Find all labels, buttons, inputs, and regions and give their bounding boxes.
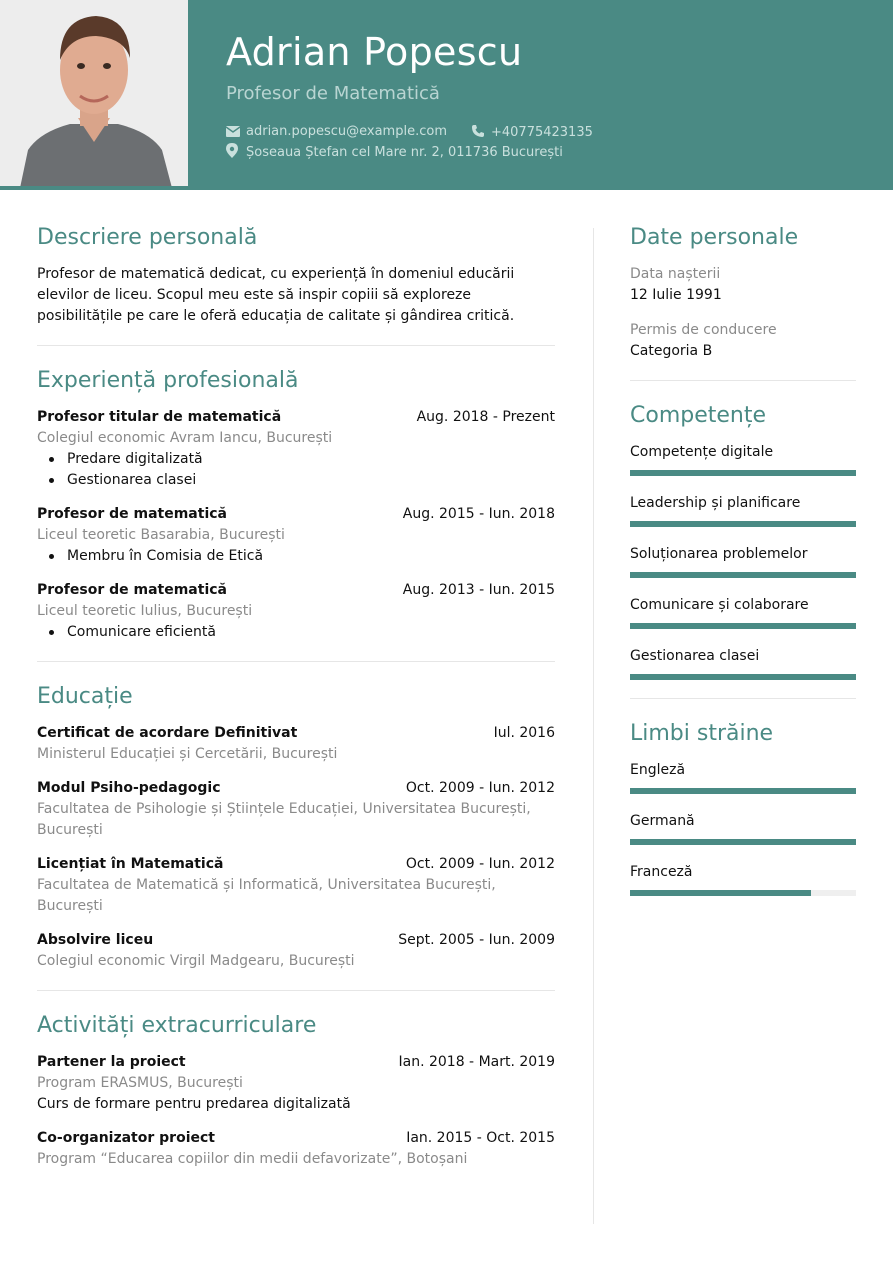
address-contact: [226, 143, 563, 162]
entry-date: Ian. 2015 - Oct. 2015: [406, 1130, 555, 1146]
activity-entry: [37, 1052, 555, 1115]
section-title-limbi: Limbi străine: [630, 721, 774, 746]
entry-date: Sept. 2005 - Iun. 2009: [398, 932, 555, 948]
experience-entry: [37, 580, 555, 643]
entry-organization: Program “Educarea copiilor din medii defavorizate”, Botoșani: [37, 1151, 468, 1167]
section-divider: [37, 661, 555, 662]
entry-organization: Program ERASMUS, București: [37, 1075, 243, 1091]
skill-level-fill: [630, 521, 856, 527]
education-list: [37, 723, 555, 972]
section-title-date-personale: Date personale: [630, 225, 799, 250]
personal-data-value: 12 Iulie 1991: [630, 287, 722, 303]
sidebar-column: [630, 225, 856, 896]
language-item: [630, 811, 856, 845]
person-name: Adrian Popescu: [226, 30, 523, 74]
language-level-bar: [630, 788, 856, 794]
entry-bullets: [37, 622, 555, 643]
entry-date: Aug. 2018 - Prezent: [416, 409, 555, 425]
skill-level-fill: [630, 623, 856, 629]
section-divider: [37, 345, 555, 346]
entry-date: Aug. 2013 - Iun. 2015: [402, 582, 555, 598]
personal-description: Profesor de matematică dedicat, cu experiență în domeniul educării elevilor de liceu. Scopul meu este să inspir copiii să exploreze posibilitățile pe care le oferă educația de calitate și gândirea critică.: [37, 266, 515, 324]
map-pin-icon: [226, 143, 240, 162]
profile-photo: [0, 0, 188, 188]
experience-entry: [37, 504, 555, 567]
entry-title: Partener la proiect: [37, 1054, 186, 1070]
entry-organization: Liceul teoretic Iulius, București: [37, 603, 253, 619]
skill-item: [630, 493, 856, 527]
skill-item: [630, 544, 856, 578]
entry-organization: Colegiul economic Virgil Madgearu, București: [37, 953, 355, 969]
section-title-experienta: Experiență profesională: [37, 368, 299, 393]
envelope-icon: [226, 126, 240, 141]
skill-level-bar: [630, 572, 856, 578]
entry-organization: Liceul teoretic Basarabia, București: [37, 527, 285, 543]
entry-title: Absolvire liceu: [37, 932, 154, 948]
entry-organization: Facultatea de Matematică și Informatică, Universitatea București, București: [37, 877, 496, 914]
bullet-item: Predare digitalizată: [67, 449, 555, 470]
personal-data-label: Data nașterii: [630, 266, 721, 282]
entry-date: Aug. 2015 - Iun. 2018: [402, 506, 555, 522]
entry-title: Certificat de acordare Definitivat: [37, 725, 298, 741]
bullet-item: Membru în Comisia de Etică: [67, 546, 555, 567]
section-title-descriere: Descriere personală: [37, 225, 258, 250]
bullet-item: Comunicare eficientă: [67, 622, 555, 643]
main-column: [37, 225, 555, 1170]
section-divider: [630, 698, 856, 699]
entry-date: Ian. 2018 - Mart. 2019: [398, 1054, 555, 1070]
entry-title: Modul Psiho-pedagogic: [37, 780, 221, 796]
language-level-bar: [630, 890, 856, 896]
skills-list: [630, 442, 856, 680]
skill-level-bar: [630, 623, 856, 629]
education-entry: [37, 930, 555, 972]
activity-entry: [37, 1128, 555, 1170]
entry-title: Profesor de matematică: [37, 506, 227, 522]
language-level-fill: [630, 788, 856, 794]
language-level-bar: [630, 839, 856, 845]
education-entry: [37, 778, 555, 841]
personal-data-label: Permis de conducere: [630, 322, 777, 338]
entry-bullets: [37, 546, 555, 567]
email-contact[interactable]: [226, 124, 447, 141]
skill-level-bar: [630, 674, 856, 680]
language-level-fill: [630, 839, 856, 845]
section-divider: [37, 990, 555, 991]
entry-date: Iul. 2016: [493, 725, 555, 741]
languages-list: [630, 760, 856, 896]
resume-header: [0, 0, 893, 190]
skill-name: Gestionarea clasei: [630, 648, 760, 664]
section-title-educatie: Educație: [37, 684, 133, 709]
entry-organization: Ministerul Educației și Cercetării, București: [37, 746, 338, 762]
phone-contact[interactable]: [471, 124, 593, 142]
skill-name: Comunicare și colaborare: [630, 597, 809, 613]
language-level-fill: [630, 890, 811, 896]
phone-icon: [471, 124, 485, 142]
entry-title: Profesor titular de matematică: [37, 409, 282, 425]
skill-name: Soluționarea problemelor: [630, 546, 808, 562]
language-item: [630, 760, 856, 794]
skill-level-bar: [630, 470, 856, 476]
job-title: Profesor de Matematică: [226, 83, 440, 104]
skill-level-fill: [630, 674, 856, 680]
entry-bullets: [37, 449, 555, 491]
section-divider: [630, 380, 856, 381]
personal-data-list: [630, 264, 856, 362]
language-name: Engleză: [630, 762, 686, 778]
entry-organization: Facultatea de Psihologie și Științele Educației, Universitatea București, București: [37, 801, 531, 838]
entry-title: Profesor de matematică: [37, 582, 227, 598]
experience-list: [37, 407, 555, 643]
education-entry: [37, 723, 555, 765]
skill-item: [630, 442, 856, 476]
skill-name: Leadership și planificare: [630, 495, 801, 511]
phone-text: +40775423135: [491, 125, 593, 140]
entry-title: Licențiat în Matematică: [37, 856, 224, 872]
skill-item: [630, 646, 856, 680]
skill-item: [630, 595, 856, 629]
skill-level-fill: [630, 470, 856, 476]
skill-level-bar: [630, 521, 856, 527]
skill-level-fill: [630, 572, 856, 578]
experience-entry: [37, 407, 555, 491]
entry-date: Oct. 2009 - Iun. 2012: [405, 856, 555, 872]
bullet-item: Gestionarea clasei: [67, 470, 555, 491]
language-name: Franceză: [630, 864, 693, 880]
column-divider: [593, 228, 594, 1224]
education-entry: [37, 854, 555, 917]
section-title-activitati: Activități extracurriculare: [37, 1013, 317, 1038]
email-text: adrian.popescu@example.com: [246, 124, 447, 139]
language-name: Germană: [630, 813, 695, 829]
language-item: [630, 862, 856, 896]
activities-list: [37, 1052, 555, 1170]
entry-date: Oct. 2009 - Iun. 2012: [405, 780, 555, 796]
personal-data-value: Categoria B: [630, 343, 713, 359]
entry-title: Co-organizator proiect: [37, 1130, 215, 1146]
address-text: Șoseaua Ștefan cel Mare nr. 2, 011736 București: [246, 145, 563, 160]
entry-description: Curs de formare pentru predarea digitalizată: [37, 1096, 351, 1112]
skill-name: Competențe digitale: [630, 444, 774, 460]
section-title-competente: Competențe: [630, 403, 767, 428]
entry-organization: Colegiul economic Avram Iancu, București: [37, 430, 333, 446]
